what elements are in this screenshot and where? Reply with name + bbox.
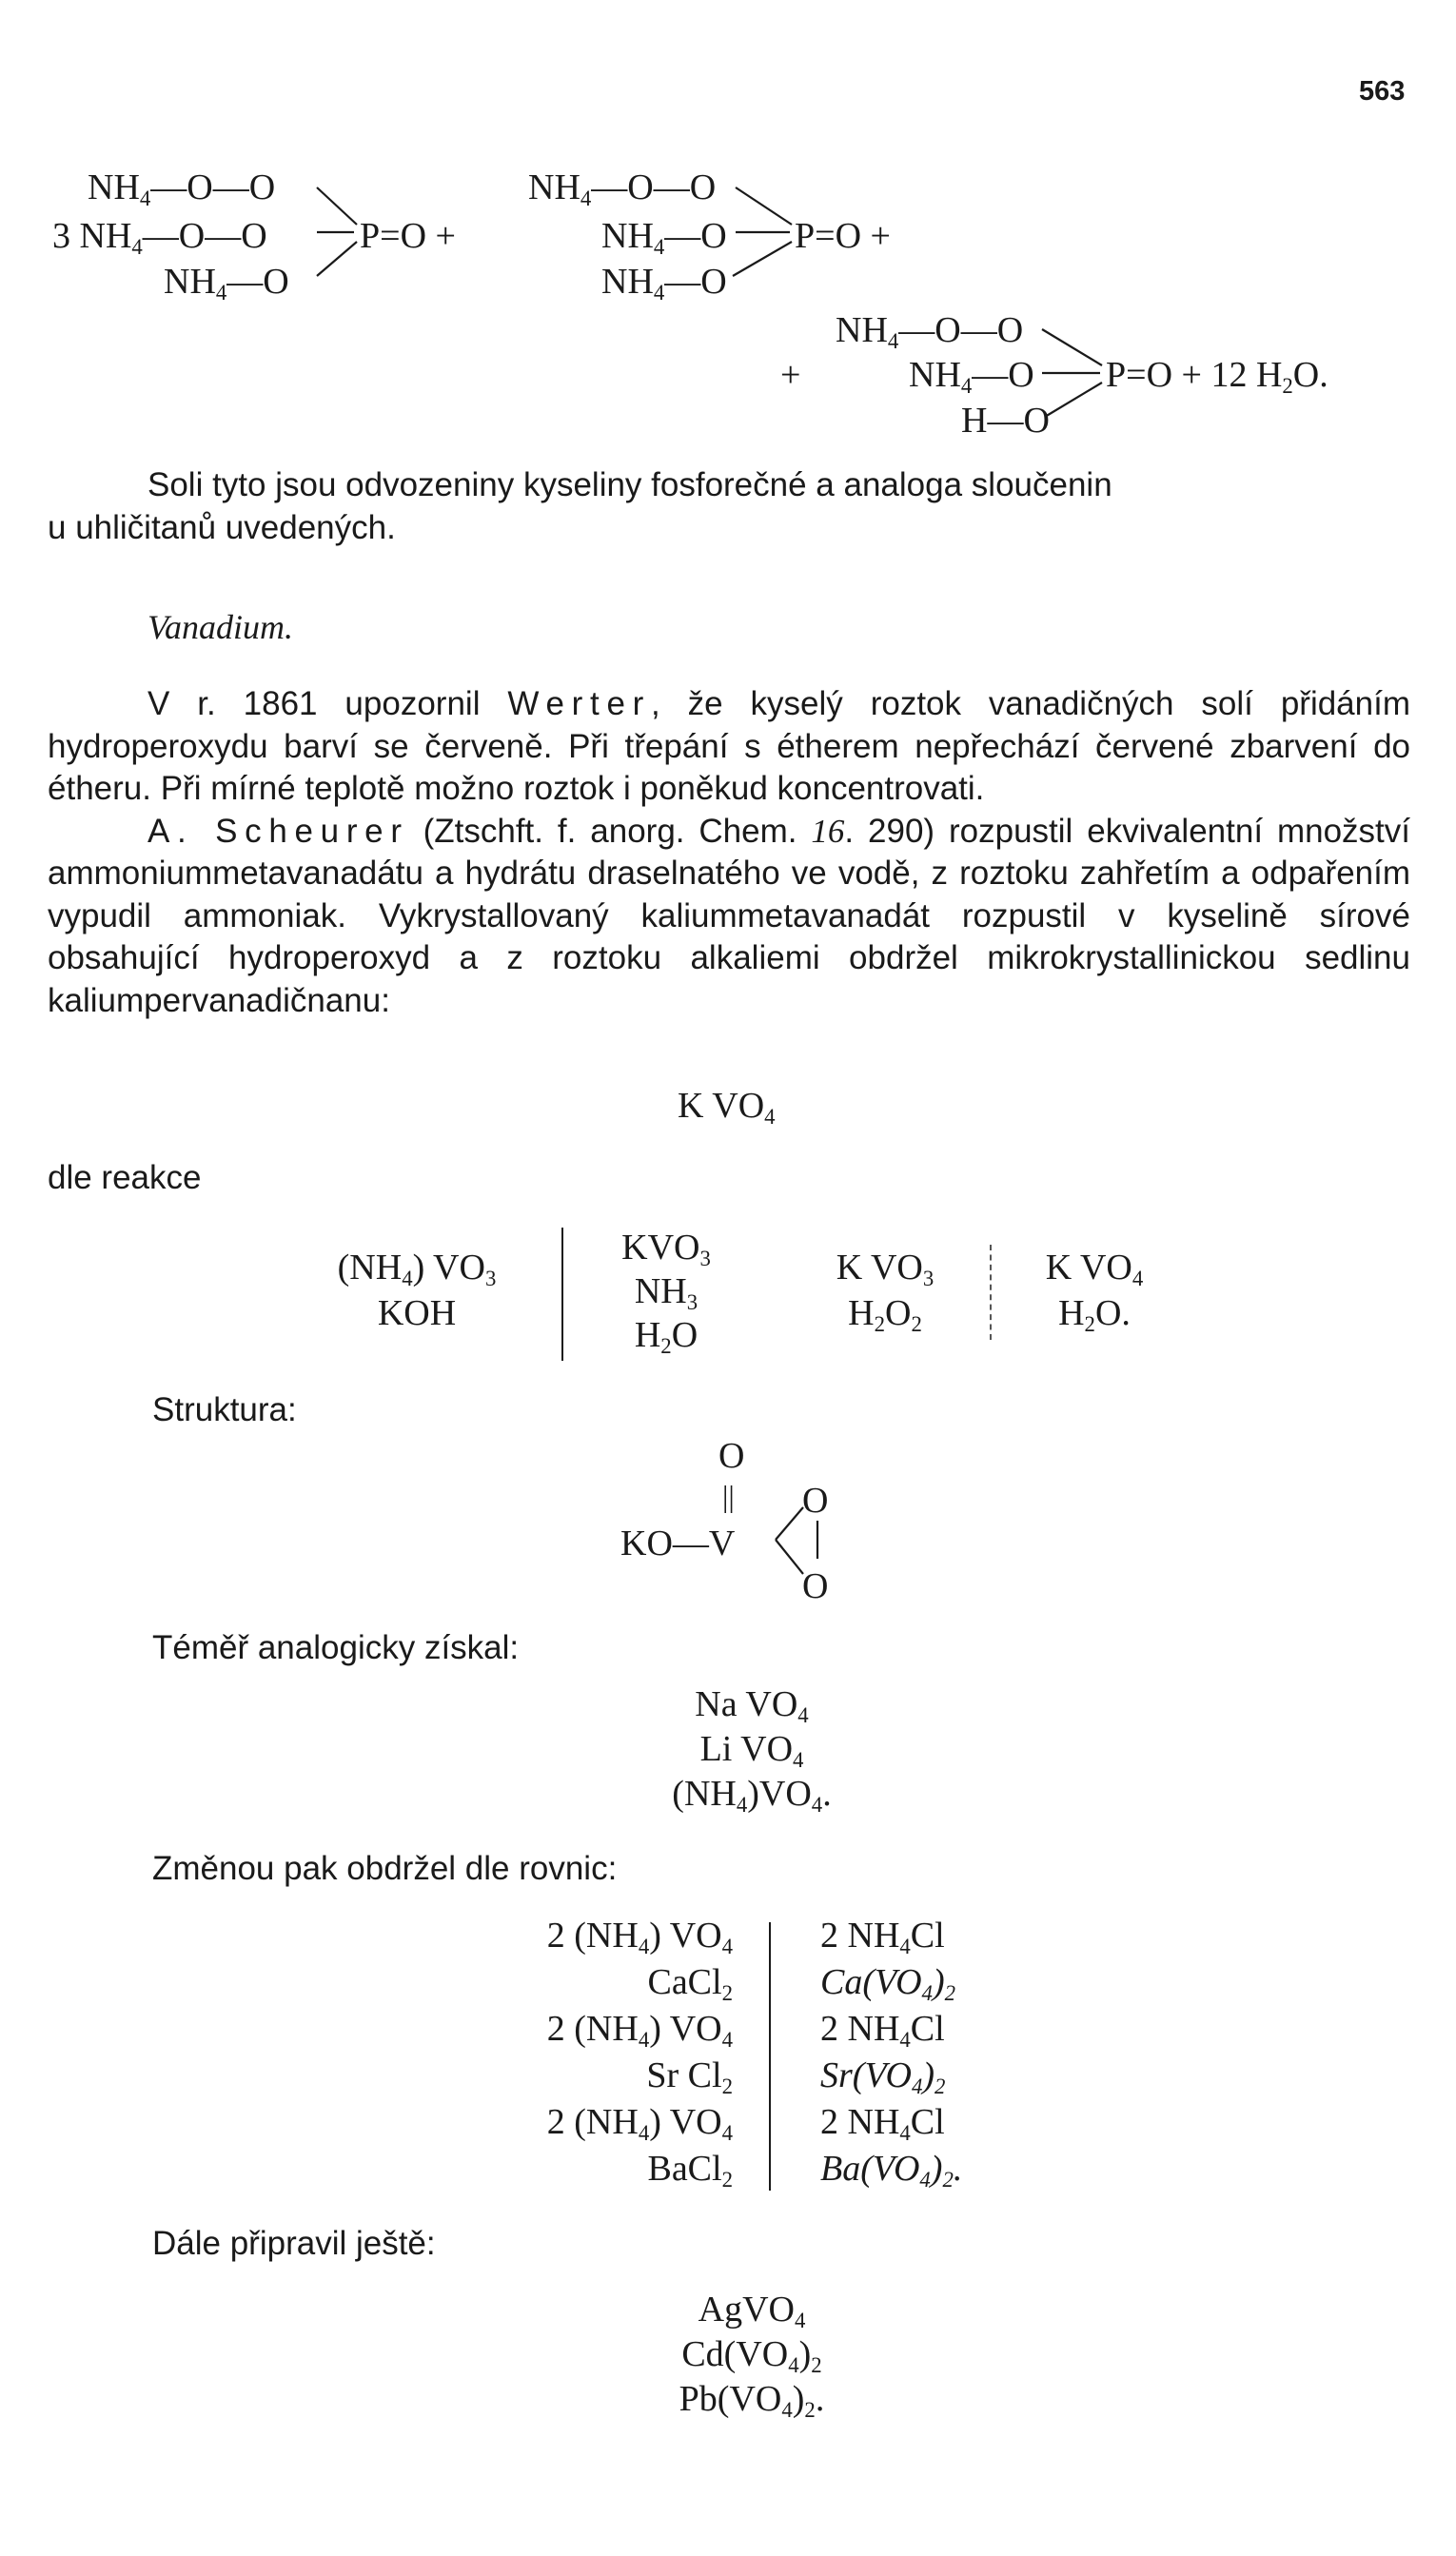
analog-na: Na $VO_4$ bbox=[695, 1684, 809, 1727]
eq-row4: $NH_4—O—O$ bbox=[836, 310, 1024, 353]
para1-line2: u uhličitanů uvedených. bbox=[48, 508, 396, 546]
eq-row6: H—O bbox=[961, 401, 1050, 441]
final-pb: $Pb(VO_4)_2$. bbox=[679, 2379, 825, 2422]
eq-row1-left: $NH_4—O—O$ bbox=[88, 167, 276, 210]
r1-c2-a: $KVO_3$ bbox=[621, 1228, 711, 1270]
r2-r-2a: 2 $NH_4Cl$ bbox=[820, 2102, 945, 2145]
para2-scheurer bbox=[48, 811, 1410, 1023]
label-analog: Téměř analogicky získal: bbox=[152, 1629, 520, 1666]
r1-c2-c: $H_2O$ bbox=[634, 1315, 698, 1358]
r2-l-0b: CaCl$_2$ bbox=[647, 1962, 733, 2005]
bond-lines bbox=[0, 0, 1456, 457]
para2-b-post: . 290) rozpustil ekvivalentní množství ammoniummetavanadátu a hydrátu draselnatého ve vodě, z roztoku zahřetím a odpařením vypudil ammoniak. Vykrystallovaný kaliummetavanadát rozpustil v kyselině sírové obsahující hydroperoxyd a z roztoku alkaliemi obdržel mikrokrystallinickou sedlinu kaliumpervanadičnanu: bbox=[48, 812, 1410, 1019]
r2-r-2b: $Ba(VO_4)_2$. bbox=[820, 2149, 963, 2192]
final-ag: AgVO$_4$ bbox=[698, 2290, 806, 2332]
author-werter: Werter bbox=[507, 685, 651, 722]
label-struktura: Struktura: bbox=[152, 1391, 297, 1428]
reaction1-col4 bbox=[1009, 1245, 1180, 1336]
struct-right-o2: O bbox=[802, 1566, 829, 1606]
page-number: 563 bbox=[1359, 76, 1406, 107]
r2-r-0b: $Ca(VO_4)_2$ bbox=[820, 1962, 955, 2005]
label-rovnic: Změnou pak obdržel dle rovnic: bbox=[152, 1850, 618, 1887]
r1-c4-b: $H_2O$. bbox=[1058, 1293, 1131, 1336]
r2-l-0a: 2 $(NH_4)$ $VO_4$ bbox=[546, 1916, 733, 1958]
eq-row3-left: $NH_4—O$ bbox=[164, 262, 289, 305]
r1-c3-a: K $VO_3$ bbox=[836, 1248, 935, 1290]
paragraph-vanadium bbox=[48, 683, 1410, 1022]
eq-row5-plus: + bbox=[780, 355, 801, 395]
eq-row1-right: $NH_4—O—O$ bbox=[528, 167, 717, 210]
final-formulas bbox=[628, 2288, 876, 2422]
struct-ko-v: KO—V bbox=[620, 1524, 736, 1563]
final-cd: $Cd(VO_4)_2$ bbox=[681, 2334, 822, 2377]
r2-r-1a: 2 $NH_4Cl$ bbox=[820, 2009, 945, 2052]
label-dale: Dále připravil ještě: bbox=[152, 2225, 436, 2262]
author-scheurer: A. Scheurer bbox=[148, 812, 409, 850]
r2-right-col bbox=[820, 1913, 1068, 2192]
label-dle-reakce: dle reakce bbox=[48, 1159, 202, 1196]
eq-row2-left: 3 $NH_4—O—O$ bbox=[52, 216, 267, 259]
r2-l-1b: Sr $Cl_2$ bbox=[646, 2055, 733, 2098]
struct-top-o: O bbox=[718, 1436, 745, 1476]
eq-row5: $NH_4—O$ bbox=[909, 355, 1034, 398]
r1-c1-b: KOH bbox=[377, 1293, 457, 1333]
journal-volume: 16 bbox=[811, 812, 845, 850]
reaction1-col1 bbox=[303, 1245, 531, 1336]
reaction1-separator bbox=[561, 1228, 563, 1361]
eq-row3-mid: $NH_4—O$ bbox=[601, 262, 727, 305]
section-heading-vanadium: Vanadium. bbox=[148, 608, 293, 646]
r1-c1-a: $(NH_4)$ $VO_3$ bbox=[337, 1248, 497, 1290]
r1-c3-b: $H_2O_2$ bbox=[848, 1293, 922, 1336]
reaction1-col2 bbox=[590, 1226, 742, 1357]
r2-r-0a: 2 $NH_4Cl$ bbox=[820, 1916, 945, 1958]
analog-formulas bbox=[628, 1682, 876, 1817]
struct-double-bond: || bbox=[722, 1479, 735, 1513]
analog-nh4: $(NH_4)VO_4$. bbox=[672, 1774, 832, 1817]
struct-right-o1: O bbox=[802, 1481, 829, 1521]
eq-row2-p1: P=O + bbox=[360, 216, 456, 256]
formula-kvo4: K $VO_4$ bbox=[678, 1086, 776, 1129]
para2-b-mid: (Ztschft. f. anorg. Chem. bbox=[408, 812, 812, 850]
struct-bonds bbox=[723, 1475, 914, 1665]
eq-row2-mid: $NH_4—O$ bbox=[601, 216, 727, 259]
r1-c2-b: $NH_3$ bbox=[634, 1271, 698, 1314]
analog-li: Li $VO_4$ bbox=[699, 1729, 804, 1772]
para2-a-pre: V r. 1861 upozornil bbox=[148, 685, 508, 722]
r2-l-2b: BaCl$_2$ bbox=[647, 2149, 733, 2192]
reaction2-separator bbox=[769, 1922, 771, 2191]
r1-c4-a: K $VO_4$ bbox=[1045, 1248, 1144, 1290]
r2-left-col bbox=[466, 1913, 733, 2192]
para2-werter bbox=[48, 683, 1410, 811]
reaction1-dashed-separator bbox=[990, 1245, 992, 1340]
para1-line1: Soli tyto jsou odvozeniny kyseliny fosforečné a analoga sloučenin bbox=[148, 466, 1112, 503]
eq-row2-p2: P=O + bbox=[795, 216, 891, 256]
r2-l-1a: 2 $(NH_4)$ $VO_4$ bbox=[546, 2009, 733, 2052]
reaction1-col3 bbox=[804, 1245, 966, 1336]
paragraph-phosphate-summary bbox=[48, 464, 1410, 549]
para2-a-post: , že kyselý roztok vanadičných solí přidáním hydroperoxydu barví se červeně. Při třepání s étherem nepřechází červené zbarvení do étheru. Při mírné teplotě možno roztok i poněkud koncentrovati. bbox=[48, 685, 1410, 807]
r2-r-1b: $Sr(VO_4)_2$ bbox=[820, 2055, 946, 2098]
eq-row5-p: P=O + 12 $H_2O$. bbox=[1106, 355, 1328, 398]
r2-l-2a: 2 $(NH_4)$ $VO_4$ bbox=[546, 2102, 733, 2145]
